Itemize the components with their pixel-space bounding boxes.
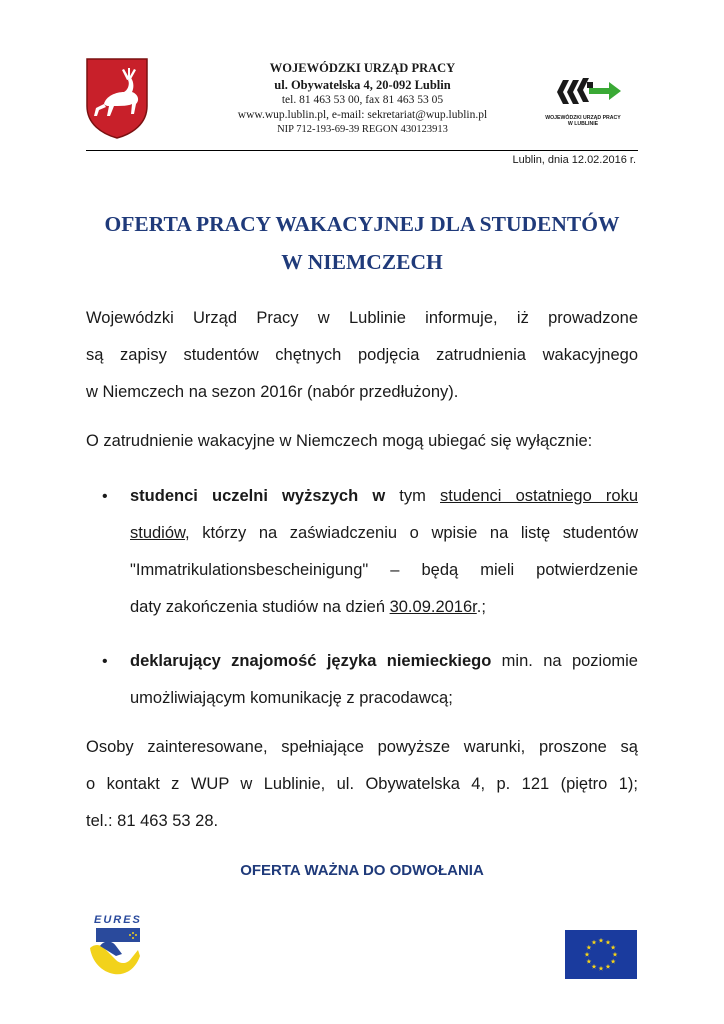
bullet-1-line-2 xyxy=(130,515,638,552)
bullet-2-line-1 xyxy=(130,643,638,680)
document-title-line-1: OFERTA PRACY WAKACYJNEJ DLA STUDENTÓW xyxy=(104,212,620,236)
bullet-2-line-2: umożliwiającym komunikację z pracodawcą; xyxy=(130,689,453,707)
org-name: WOJEWÓDZKI URZĄD PRACY xyxy=(269,61,456,75)
eures-hands-icon xyxy=(86,926,144,980)
bullet-1-bold: studenci uczelni wyższych w xyxy=(130,487,386,505)
bullet-1-end: .; xyxy=(476,598,486,616)
list-item xyxy=(130,478,638,626)
intro-line-3: w Niemczech na sezon 2016r (nabór przedłużony). xyxy=(86,383,459,401)
eures-logo xyxy=(86,914,144,982)
bullet-1-line-3: "Immatrikulationsbescheinigung" – będą mieli potwierdzenie xyxy=(130,561,638,579)
coat-of-arms-icon xyxy=(84,56,150,140)
wup-logo xyxy=(543,74,623,127)
intro-paragraph xyxy=(86,300,638,411)
org-web-email: www.wup.lublin.pl, e-mail: sekretariat@wup.lublin.pl xyxy=(237,109,488,121)
eures-label: EURES xyxy=(94,914,142,926)
bullet-1-plain-2: , którzy na zaświadczeniu o wpisie na listę studentów xyxy=(185,524,638,542)
bullet-1-underline: studenci ostatniego roku xyxy=(440,487,638,505)
offer-validity-note: OFERTA WAŻNA DO ODWOŁANIA xyxy=(240,862,484,879)
bullet-1-plain-4: daty zakończenia studiów na dzień xyxy=(130,598,390,616)
bullet-dot-icon: • xyxy=(102,653,108,670)
bullet-1-underline-2: studiów xyxy=(130,524,186,542)
eligibility-lead xyxy=(86,423,638,460)
bullet-dot-icon: • xyxy=(102,488,108,505)
document-title-line-2: W NIEMCZECH xyxy=(281,250,443,274)
wup-logo-text-2: W LUBLINIE xyxy=(567,121,599,127)
bullet-1-line-4 xyxy=(130,589,638,626)
bullet-2-bold: deklarujący znajomość języka niemieckiego xyxy=(130,652,492,670)
wup-arrows-icon xyxy=(543,74,623,108)
list-item xyxy=(130,643,638,717)
wup-logo-text-1: WOJEWÓDZKI URZĄD PRACY xyxy=(545,115,621,121)
org-ids: NIP 712-193-69-39 REGON 430123913 xyxy=(277,124,448,135)
intro-line-2: są zapisy studentów chętnych podjęcia zatrudnienia wakacyjnego xyxy=(86,346,638,364)
header-divider xyxy=(86,150,638,151)
eligibility-lead-text: O zatrudnienie wakacyjne w Niemczech mogą ubiegać się wyłącznie: xyxy=(86,432,593,450)
intro-line-1: Wojewódzki Urząd Pracy w Lublinie informuje, iż prowadzone xyxy=(86,309,638,327)
document-date: Lublin, dnia 12.02.2016 r. xyxy=(512,154,636,166)
bullet-1-date: 30.09.2016r xyxy=(389,598,477,616)
bullet-2-plain: min. na poziomie xyxy=(491,652,638,670)
contact-paragraph xyxy=(86,729,638,840)
bullet-1-plain: tym xyxy=(385,487,441,505)
org-phone: tel. 81 463 53 00, fax 81 463 53 05 xyxy=(281,94,444,106)
bullet-1-line-1 xyxy=(130,478,638,515)
org-address: ul. Obywatelska 4, 20-092 Lublin xyxy=(274,78,451,92)
contact-line-2: o kontakt z WUP w Lublinie, ul. Obywatelska 4, p. 121 (piętro 1); xyxy=(86,775,638,793)
contact-line-1: Osoby zainteresowane, spełniające powyższe warunki, proszone są xyxy=(86,738,638,756)
contact-line-3: tel.: 81 463 53 28. xyxy=(86,812,219,830)
eu-flag-icon xyxy=(565,930,637,979)
